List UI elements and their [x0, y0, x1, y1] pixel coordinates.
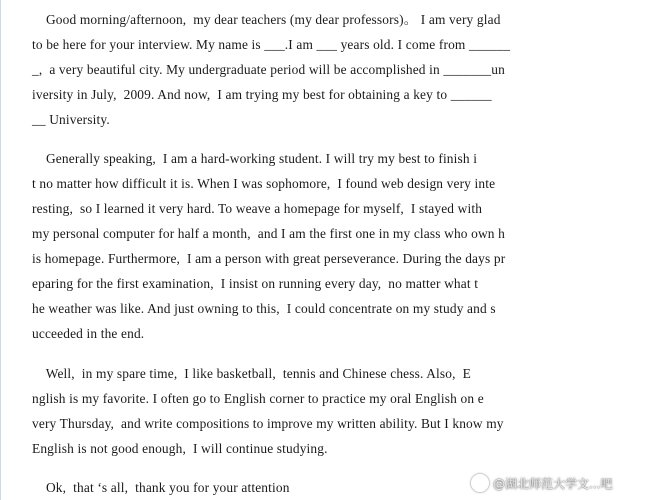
text-line: ucceeded in the end.: [32, 326, 145, 341]
text-line: Well, in my spare time, I like basketball, tennis and Chinese chess. Also, E: [32, 366, 471, 381]
watermark-text: @湖北师范大学文...吧: [493, 476, 613, 491]
text-line: iversity in July, 2009. And now, I am trying my best for obtaining a key to ______: [32, 87, 492, 102]
text-line: Generally speaking, I am a hard-working student. I will try my best to finish i: [32, 151, 478, 166]
text-line: t no matter how difficult it is. When I was sophomore, I found web design very inte: [32, 176, 496, 191]
text-line: very Thursday, and write compositions to improve my written ability. But I know my: [32, 416, 504, 431]
watermark: [471, 470, 649, 496]
text-line: to be here for your interview. My name is ___.I am ___ years old. I come from ______: [32, 37, 511, 52]
text-line: Good morning/afternoon, my dear teachers (my dear professors)。 I am very glad: [32, 12, 501, 27]
text-line: __ University.: [32, 112, 110, 127]
text-line: _, a very beautiful city. My undergraduate period will be accomplished in _______un: [32, 62, 505, 77]
text-line: my personal computer for half a month, and I am the first one in my class who own h: [32, 226, 505, 241]
text-line: nglish is my favorite. I often go to English corner to practice my oral English on e: [32, 391, 484, 406]
text-line: English is not good enough, I will continue studying.: [32, 441, 328, 456]
text-line: he weather was like. And just owning to this, I could concentrate on my study and s: [32, 301, 496, 316]
text-line: resting, so I learned it very hard. To weave a homepage for myself, I stayed with: [32, 201, 483, 216]
paw-icon: [471, 474, 489, 492]
text-line: Ok, that ‘s all, thank you for your attention: [32, 480, 290, 495]
text-line: is homepage. Furthermore, I am a person with great perseverance. During the days pr: [32, 251, 506, 266]
text-line: eparing for the first examination, I insist on running every day, no matter what t: [32, 276, 479, 291]
document-page: [1, 0, 650, 500]
